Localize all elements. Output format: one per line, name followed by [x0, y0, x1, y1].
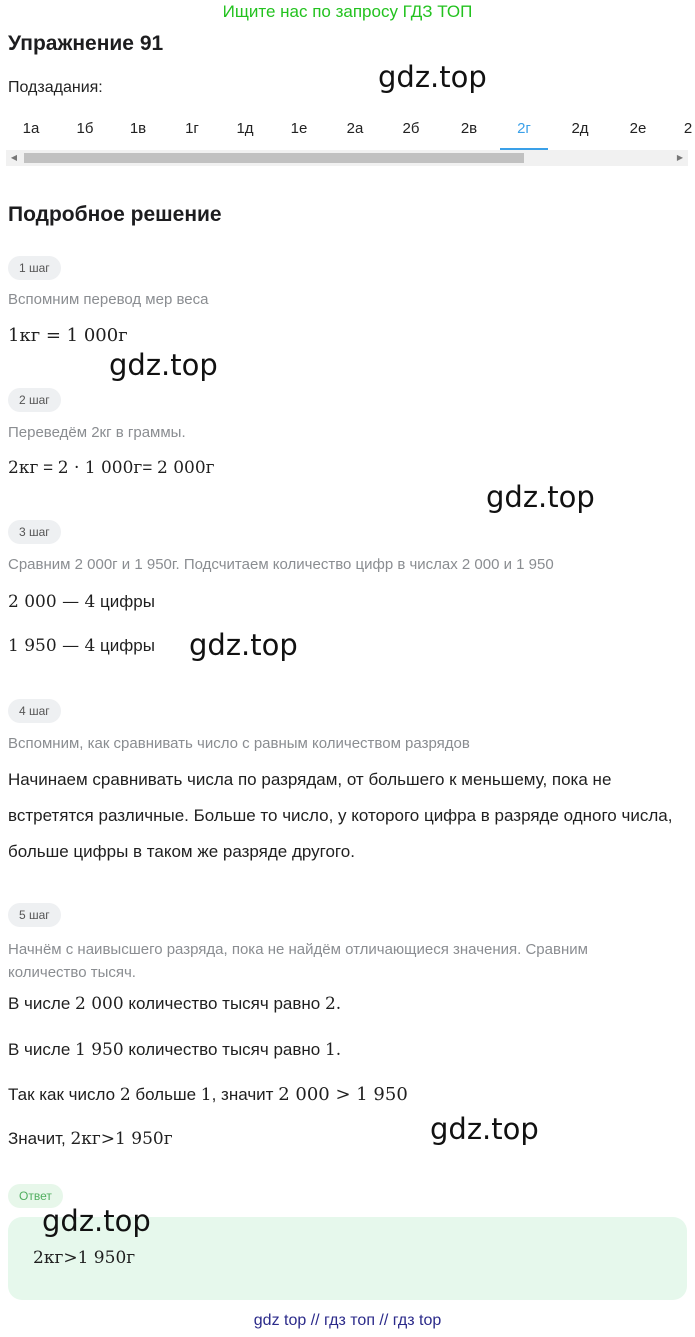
triangle-left-icon[interactable]: ◀ [10, 153, 18, 162]
subtask-tab[interactable]: 2б [402, 120, 420, 137]
math-text: цифры [95, 636, 155, 655]
math-term: 2 [119, 1085, 131, 1105]
answer-badge: Ответ [8, 1184, 63, 1208]
page-title: Упражнение 91 [8, 32, 164, 55]
watermark: gdz.top [486, 480, 595, 514]
step-note: Сравним 2 000г и 1 950г. Подсчитаем количество цифр в числах 2 000 и 1 950 [8, 556, 554, 573]
solution-heading: Подробное решение [8, 203, 222, 226]
subtask-tab[interactable]: 1г [185, 120, 199, 137]
step-math: 1кг = 1 000г [8, 325, 128, 346]
footer-links[interactable]: gdz top // гдз топ // гдз top [253, 1312, 442, 1329]
math-text: Значит, [8, 1129, 71, 1148]
math-term: 2 000г [157, 458, 215, 478]
step-math-line [8, 994, 341, 1014]
math-text: В числе [8, 1040, 76, 1059]
math-term: 2. [324, 994, 342, 1014]
math-term: 2кг>1 950г [70, 1129, 173, 1149]
step-note: Переведём 2кг в граммы. [8, 424, 186, 441]
subtask-tab[interactable]: 2а [346, 120, 364, 137]
watermark: gdz.top [189, 628, 298, 662]
step-badge: 2 шаг [8, 388, 61, 412]
step-math-line [8, 636, 155, 656]
subtask-tab[interactable]: 2в [460, 120, 478, 137]
step-badge: 5 шаг [8, 903, 61, 927]
step-badge: 4 шаг [8, 699, 61, 723]
step-badge: 3 шаг [8, 520, 61, 544]
watermark: gdz.top [378, 60, 487, 94]
subtasks-label: Подзадания: [8, 79, 103, 96]
math-text: Так как число [8, 1085, 120, 1104]
step-text: Начинаем сравнивать числа по разрядам, от большего к меньшему, пока не встретятся различные. Больше то число, у которого цифра в разряде одного числа, больше цифры в таком же разряде другого. [8, 770, 673, 861]
math-term: 1. [324, 1040, 342, 1060]
subtask-tab-active[interactable]: 2г [500, 114, 548, 150]
subtask-tab[interactable]: 2д [571, 120, 589, 137]
math-term: 2 000 — 4 [8, 592, 96, 612]
scrollbar-thumb[interactable] [24, 153, 524, 163]
subtask-tab[interactable]: 1а [22, 120, 40, 137]
watermark: gdz.top [430, 1112, 539, 1146]
math-term: 2 · 1 000г [57, 458, 143, 478]
tabs-scrollbar[interactable] [6, 150, 688, 166]
subtask-tab[interactable]: 2 [683, 120, 693, 137]
subtask-tab[interactable]: 1б [76, 120, 94, 137]
watermark: gdz.top [109, 348, 218, 382]
math-text: цифры [95, 592, 155, 611]
math-term: 1 [200, 1085, 212, 1105]
math-text: = [38, 458, 58, 477]
math-term: 2кг [8, 458, 39, 478]
step-note: Начнём с наивысшего разряда, пока не найдём отличающиеся значения. Сравним количество тысяч. [8, 941, 588, 981]
step-math-line [8, 1040, 341, 1060]
triangle-right-icon[interactable]: ▶ [676, 153, 684, 162]
step-note: Вспомним, как сравнивать число с равным количеством разрядов [8, 735, 470, 752]
search-promo-banner: Ищите нас по запросу ГДЗ ТОП [222, 2, 473, 21]
math-term: 1 950 [75, 1040, 124, 1060]
step-math-line [8, 1129, 173, 1149]
math-text: количество тысяч равно [123, 1040, 325, 1059]
math-term: 2 000 [75, 994, 124, 1014]
math-text: , значит [211, 1085, 279, 1104]
answer-value: 2кг>1 950г [33, 1248, 136, 1268]
subtask-tab[interactable]: 1в [129, 120, 147, 137]
math-text: количество тысяч равно [123, 994, 325, 1013]
step-note: Вспомним перевод мер веса [8, 291, 209, 308]
math-term: 1 950 — 4 [8, 636, 96, 656]
math-text: больше [130, 1085, 201, 1104]
math-term: 2 000 > 1 950 [278, 1084, 408, 1105]
subtask-tab[interactable]: 2е [629, 120, 647, 137]
step-math-line [8, 1084, 408, 1105]
step-math-line [8, 592, 155, 612]
watermark: gdz.top [42, 1204, 151, 1238]
step-badge: 1 шаг [8, 256, 61, 280]
subtasks-tabs [0, 114, 695, 150]
subtask-tab[interactable]: 1е [290, 120, 308, 137]
math-text: = [142, 458, 157, 477]
math-text: В числе [8, 994, 76, 1013]
step-math-line [8, 458, 215, 478]
subtask-tab[interactable]: 1д [236, 120, 254, 137]
